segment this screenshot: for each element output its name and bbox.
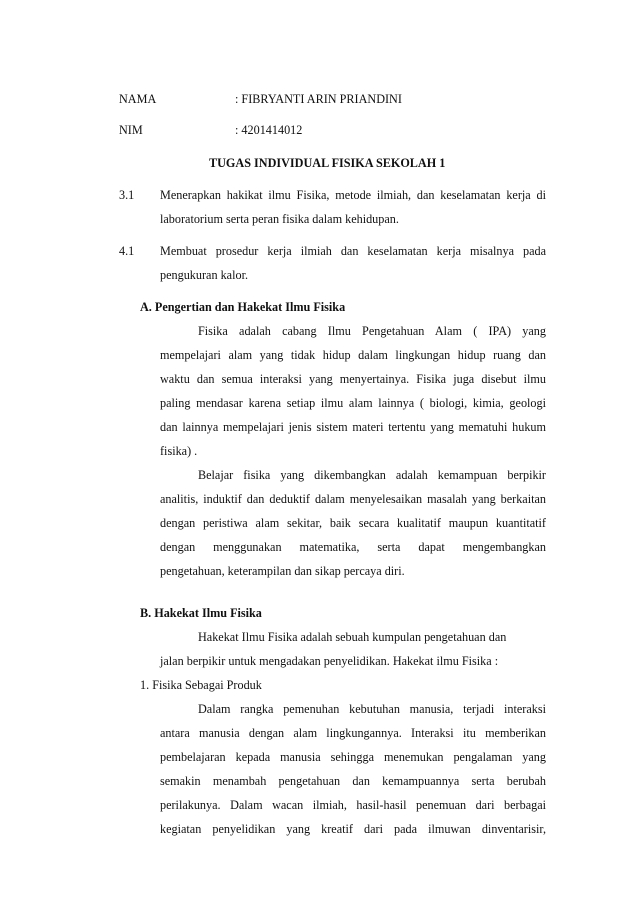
paragraph-line: Fisika adalah cabang Ilmu Pengetahuan Alam ( IPA) yang — [198, 324, 546, 338]
paragraph-line: paling mendasar karena setiap ilmu alam lainnya ( biologi, kimia, geologi — [160, 396, 546, 410]
nim-label: NIM — [119, 123, 143, 137]
paragraph-line: dengan peristiwa alam sekitar, baik secara kualitatif maupun kuantitatif — [160, 516, 546, 530]
paragraph-line: jalan berpikir untuk mengadakan penyelidikan. Hakekat ilmu Fisika : — [160, 654, 499, 668]
competency-line: Menerapkan hakikat ilmu Fisika, metode ilmiah, dan keselamatan kerja di — [160, 188, 546, 202]
document-title: TUGAS INDIVIDUAL FISIKA SEKOLAH 1 — [209, 156, 446, 170]
paragraph-line: Hakekat Ilmu Fisika adalah sebuah kumpulan pengetahuan dan — [198, 630, 507, 644]
paragraph-line: mempelajari alam yang tidak hidup dalam lingkungan hidup ruang dan — [160, 348, 546, 362]
paragraph-line: waktu dan semua interaksi yang menyertainya. Fisika juga disebut ilmu — [160, 372, 546, 386]
name-label: NAMA — [119, 92, 157, 106]
competency-line: pengukuran kalor. — [160, 268, 248, 282]
paragraph-line: antara manusia dengan alam lingkungannya. Interaksi itu memberikan — [160, 726, 546, 740]
list-item-title: 1. Fisika Sebagai Produk — [140, 678, 262, 692]
paragraph-line: pembelajaran kepada manusia sehingga menemukan pengalaman yang — [160, 750, 546, 764]
paragraph-line: fisika) . — [160, 444, 198, 458]
competency-number: 3.1 — [119, 188, 135, 202]
paragraph-line: analitis, induktif dan deduktif dalam menyelesaikan masalah yang berkaitan — [160, 492, 546, 506]
paragraph-line: dengan menggunakan matematika, serta dapat mengembangkan — [160, 540, 546, 554]
paragraph-line: Belajar fisika yang dikembangkan adalah kemampuan berpikir — [198, 468, 546, 482]
paragraph-line: semakin menambah pengetahuan dan kemampuannya serta berubah — [160, 774, 546, 788]
paragraph-line: dan lainnya mempelajari jenis sistem materi tertentu yang mematuhi hukum — [160, 420, 546, 434]
paragraph-line: kegiatan penyelidikan yang kreatif dari pada ilmuwan dinventarisir, — [160, 822, 546, 836]
section-b-heading: B. Hakekat Ilmu Fisika — [140, 606, 262, 620]
competency-line: Membuat prosedur kerja ilmiah dan keselamatan kerja misalnya pada — [160, 244, 546, 258]
paragraph-line: Dalam rangka pemenuhan kebutuhan manusia, terjadi interaksi — [198, 702, 546, 716]
section-a-heading: A. Pengertian dan Hakekat Ilmu Fisika — [140, 300, 346, 314]
paragraph-line: pengetahuan, keterampilan dan sikap percaya diri. — [160, 564, 405, 578]
paragraph-line: perilakunya. Dalam wacan ilmiah, hasil-hasil penemuan dari berbagai — [160, 798, 546, 812]
competency-number: 4.1 — [119, 244, 135, 258]
competency-line: laboratorium serta peran fisika dalam kehidupan. — [160, 212, 399, 226]
name-value: : FIBRYANTI ARIN PRIANDINI — [235, 92, 402, 106]
nim-value: : 4201414012 — [235, 123, 303, 137]
